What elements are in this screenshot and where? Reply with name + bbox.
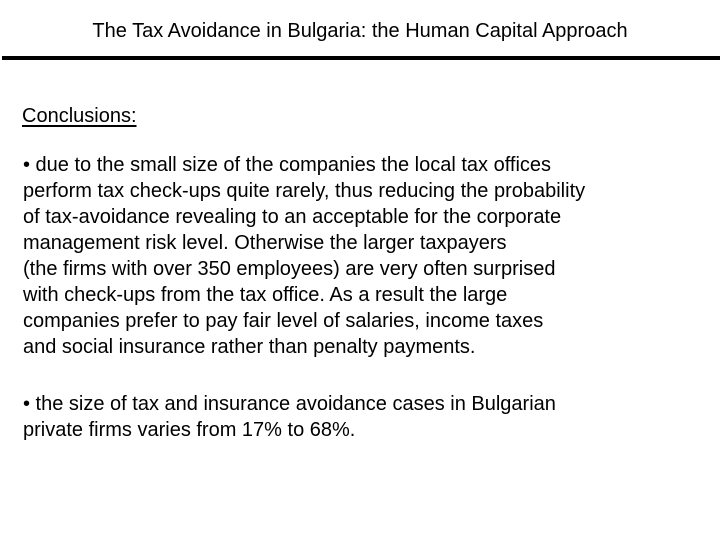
bullet-1-line: and social insurance rather than penalty payments. <box>23 336 476 358</box>
bullet-1-line: with check-ups from the tax office. As a result the large <box>23 284 508 306</box>
bullet-item-1 <box>23 152 713 360</box>
bullet-2-line: private firms varies from 17% to 68%. <box>23 419 356 441</box>
bullet-item-2 <box>23 391 713 443</box>
bullet-1-line: companies prefer to pay fair level of salaries, income taxes <box>23 310 544 332</box>
title-divider <box>2 56 720 60</box>
bullet-1-line: management risk level. Otherwise the larger taxpayers <box>23 232 507 254</box>
bullet-2-line: • the size of tax and insurance avoidance cases in Bulgarian <box>23 393 556 415</box>
bullet-1-line: of tax-avoidance revealing to an acceptable for the corporate <box>23 206 562 228</box>
bullet-1-line: perform tax check-ups quite rarely, thus reducing the probability <box>23 180 586 202</box>
bullet-1-line: • due to the small size of the companies the local tax offices <box>23 154 552 176</box>
slide-title: The Tax Avoidance in Bulgaria: the Human Capital Approach <box>92 20 628 42</box>
bullet-1-line: (the firms with over 350 employees) are very often surprised <box>23 258 556 280</box>
section-heading: Conclusions: <box>22 105 137 127</box>
